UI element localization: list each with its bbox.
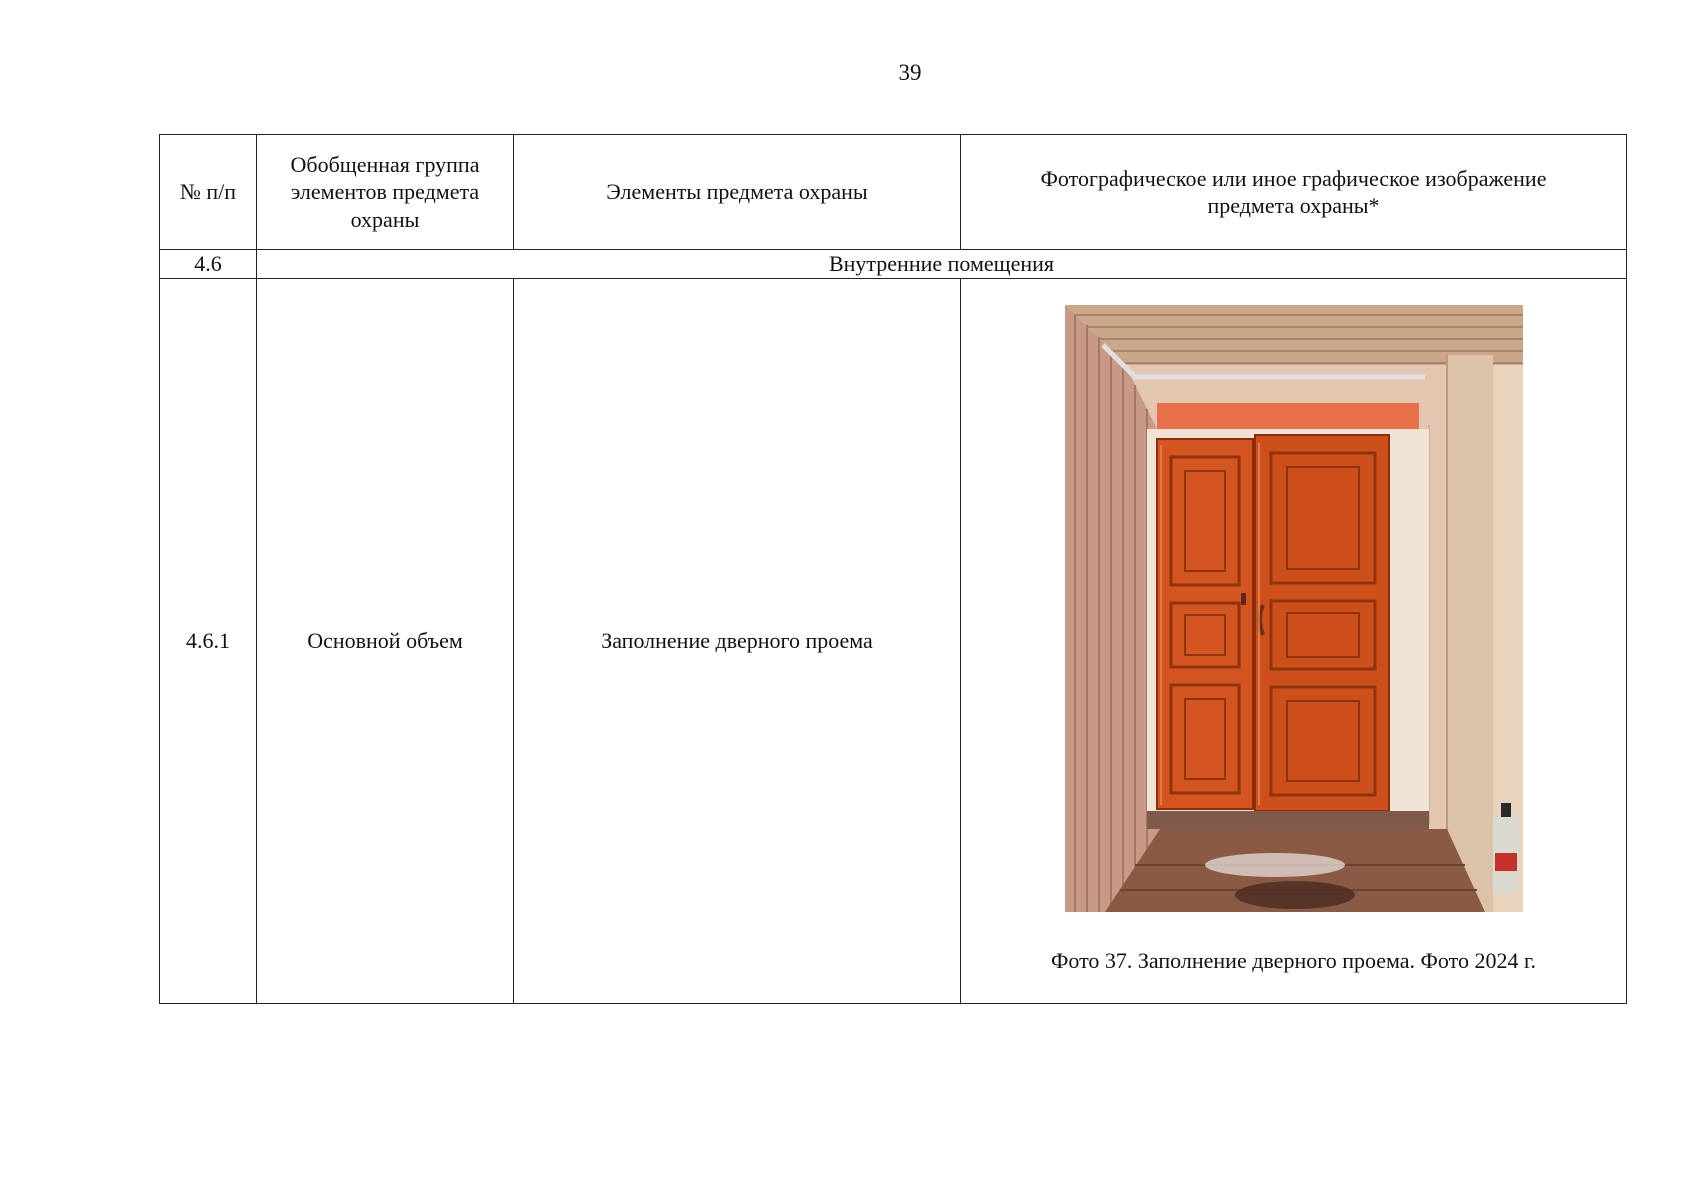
photo-caption: Фото 37. Заполнение дверного проема. Фото 2024 г.	[1051, 948, 1536, 973]
row-group: Основной объем	[257, 279, 514, 1004]
row-element: Заполнение дверного проема	[514, 279, 961, 1004]
header-group: Обобщенная группа элементов предмета охраны	[257, 135, 514, 250]
row-photo-cell	[961, 279, 1627, 1004]
row-num: 4.6.1	[160, 279, 257, 1004]
table-header-row	[160, 135, 1627, 250]
protection-table	[159, 134, 1627, 1004]
section-title: Внутренние помещения	[257, 250, 1627, 279]
page-number: 39	[898, 60, 922, 85]
section-row	[160, 250, 1627, 279]
section-num: 4.6	[160, 250, 257, 279]
header-num: № п/п	[160, 135, 257, 250]
header-elements: Элементы предмета охраны	[514, 135, 961, 250]
header-image: Фотографическое или иное графическое изображение предмета охраны*	[961, 135, 1627, 250]
table-row	[160, 279, 1627, 1004]
door-photo-image	[1065, 305, 1523, 912]
door-photo	[1065, 305, 1523, 912]
